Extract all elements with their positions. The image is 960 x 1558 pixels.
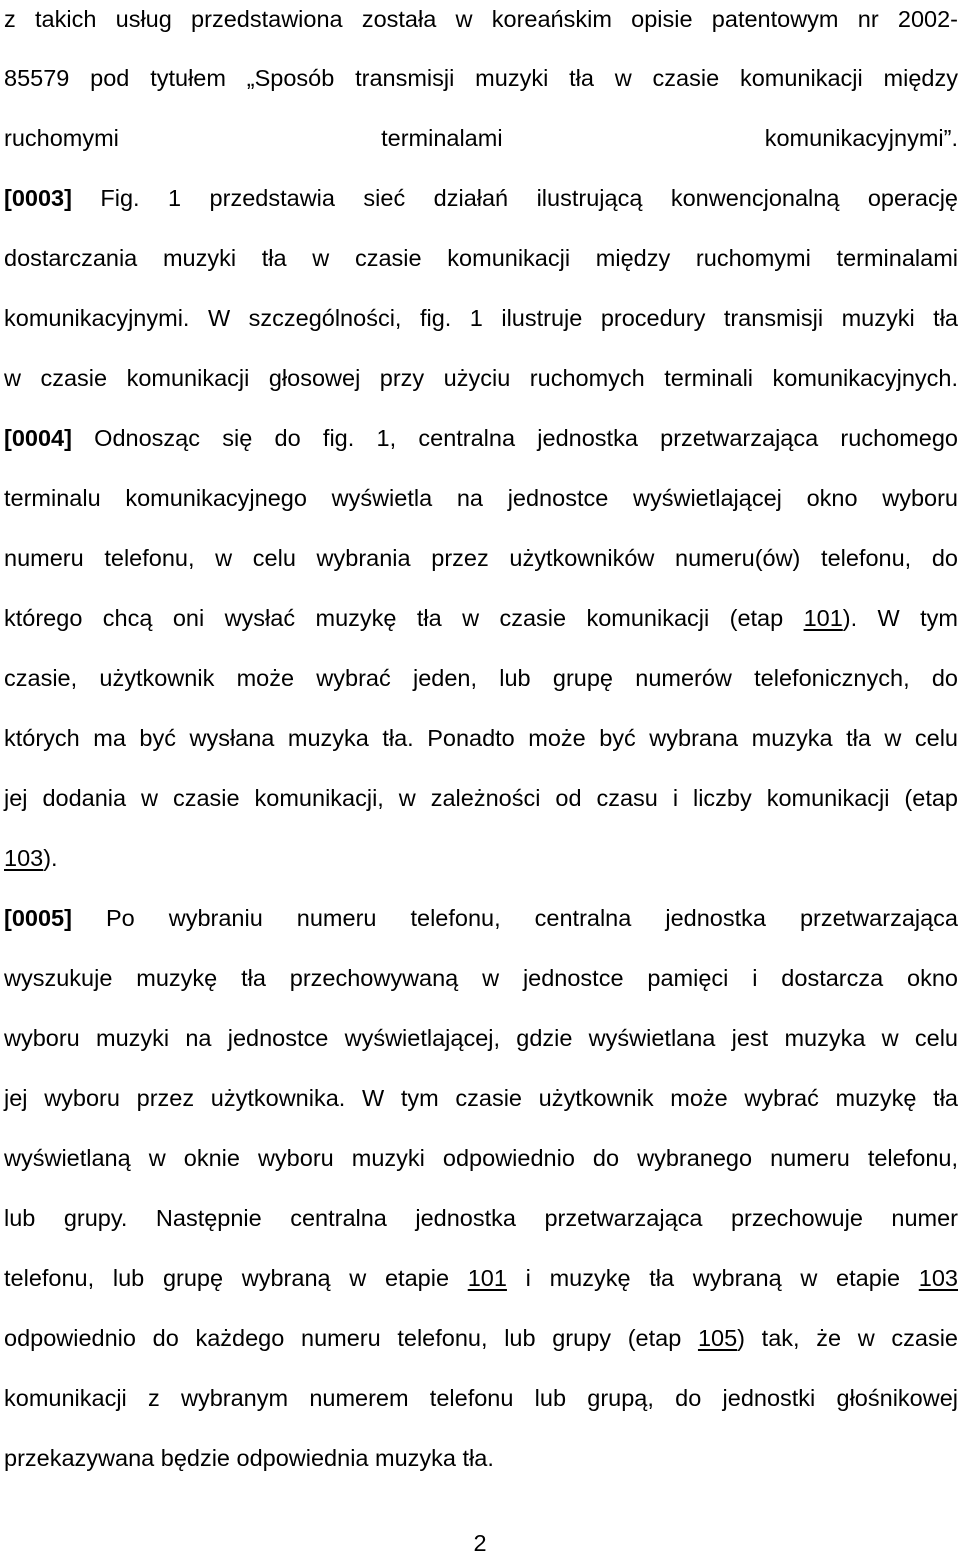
text-segment: Po wybraniu numeru telefonu, centralna jednostka przetwarzająca [71,905,958,931]
text-line [4,423,958,453]
text-segment: terminalu komunikacyjnego wyświetla na jednostce wyświetlającej okno wyboru [4,485,958,511]
text-line [4,1083,958,1113]
text-line [4,1023,958,1053]
text-line [4,1143,958,1173]
text-line [4,903,958,933]
text-segment: czasie, użytkownik może wybrać jeden, lub grupę numerów telefonicznych, do [4,665,958,691]
text-line [4,1323,958,1353]
step-reference: 105 [697,1325,738,1351]
text-line [4,1263,958,1293]
text-segment: wyszukuje muzykę tła przechowywaną w jednostce pamięci i dostarcza okno [4,965,958,991]
text-segment: Fig. 1 przedstawia sieć działań ilustrującą konwencjonalną operację [71,185,958,211]
text-line [4,243,958,273]
text-line [4,1383,958,1413]
paragraph-number: [0003] [4,185,72,211]
text-segment: lub grupy. Następnie centralna jednostka przetwarzająca przechowuje numer [4,1205,958,1231]
text-line [4,303,958,333]
text-line [4,603,958,633]
text-segment: przekazywana będzie odpowiednia muzyka tła. [4,1445,494,1471]
text-line [4,1443,494,1473]
paragraph-number: [0005] [4,905,72,931]
text-segment: numeru telefonu, w celu wybrania przez użytkowników numeru(ów) telefonu, do [4,545,958,571]
text-segment: i muzykę tła wybraną w etapie [506,1265,919,1291]
text-segment: Odnosząc się do fig. 1, centralna jednostka przetwarzająca ruchomego [71,425,958,451]
text-segment: z takich usług przedstawiona została w koreańskim opisie patentowym nr 2002- [4,6,958,32]
text-segment: komunikacji z wybranym numerem telefonu lub grupą, do jednostki głośnikowej [4,1385,958,1411]
text-line [4,183,958,213]
text-segment: odpowiednio do każdego numeru telefonu, lub grupy (etap [4,1325,698,1351]
page-number: 2 [473,1530,487,1556]
text-line [4,963,958,993]
text-line [4,1203,958,1233]
text-segment: ) tak, że w czasie [737,1325,958,1351]
text-line [4,4,958,34]
text-line [4,723,958,753]
text-segment: telefonu, lub grupę wybraną w etapie [4,1265,468,1291]
text-segment: komunikacyjnymi. W szczególności, fig. 1 ilustruje procedury transmisji muzyki tła [4,305,958,331]
text-segment: wyświetlaną w oknie wyboru muzyki odpowiednio do wybranego numeru telefonu, [4,1145,958,1171]
text-segment: jej wyboru przez użytkownika. W tym czasie użytkownik może wybrać muzykę tła [4,1085,958,1111]
step-reference: 101 [467,1265,507,1291]
text-line [4,483,958,513]
text-line [4,663,958,693]
text-segment: w czasie komunikacji głosowej przy użyciu ruchomych terminali komunikacyjnych. [4,365,958,391]
paragraph-number: [0004] [4,425,72,451]
text-segment: ruchomymi terminalami komunikacyjnymi”. [4,125,958,151]
text-segment: ). W tym [842,605,958,631]
step-reference: 103 [4,845,44,871]
text-line [4,843,58,873]
text-segment: dostarczania muzyki tła w czasie komunikacji między ruchomymi terminalami [4,245,958,271]
text-segment: ). [43,845,58,871]
text-line [4,63,958,93]
text-segment: wyboru muzyki na jednostce wyświetlającej, gdzie wyświetlana jest muzyka w celu [4,1025,958,1051]
text-line [4,783,958,813]
text-segment: którego chcą oni wysłać muzykę tła w czasie komunikacji (etap [4,605,804,631]
step-reference: 101 [803,605,843,631]
text-line [4,123,958,153]
step-reference: 103 [918,1265,958,1291]
text-line [4,363,958,393]
text-line [4,543,958,573]
text-segment: jej dodania w czasie komunikacji, w zależności od czasu i liczby komunikacji (etap [4,785,958,811]
text-segment: których ma być wysłana muzyka tła. Ponadto może być wybrana muzyka tła w celu [4,725,958,751]
text-segment: 85579 pod tytułem „Sposób transmisji muzyki tła w czasie komunikacji między [4,65,958,91]
